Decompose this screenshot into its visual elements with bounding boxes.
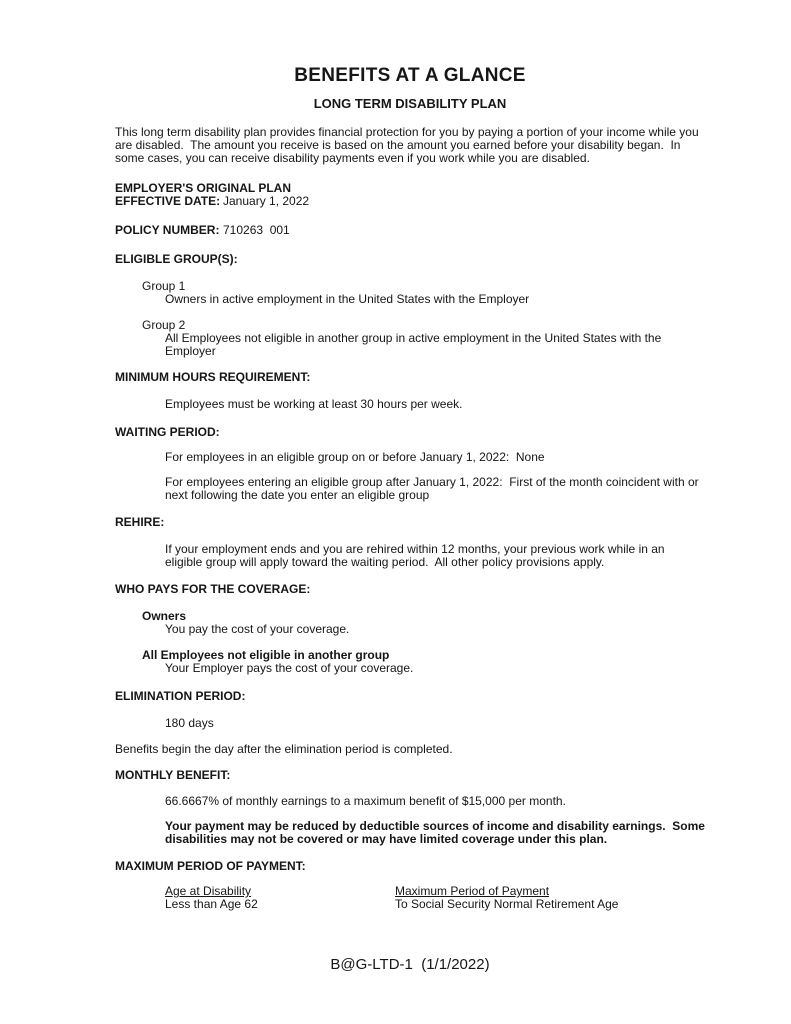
minimum-hours-text: Employees must be working at least 30 hours per week.: [165, 397, 463, 411]
policy-number-label: POLICY NUMBER:: [115, 223, 220, 237]
employer-plan-section: [115, 182, 705, 208]
effective-date-value: January 1, 2022: [223, 194, 310, 208]
who-pays-entry: [115, 610, 705, 636]
table-cell-payment: To Social Security Normal Retirement Age: [395, 897, 619, 911]
who-pays-group-name: All Employees not eligible in another group: [142, 648, 390, 662]
column-header-payment: Maximum Period of Payment: [395, 884, 550, 898]
minimum-hours-heading: MINIMUM HOURS REQUIREMENT:: [115, 370, 311, 384]
monthly-benefit-heading: MONTHLY BENEFIT:: [115, 768, 231, 782]
intro-paragraph: This long term disability plan provides financial protection for you by paying a portion of your income while you are disabled. The amount you receive is based on the amount you earned before your disability began. In some cases, you can receive disability payments even if you work while you are disabled.: [115, 125, 702, 165]
elimination-period-note: Benefits begin the day after the elimination period is completed.: [115, 742, 453, 756]
elimination-period-heading: ELIMINATION PERIOD:: [115, 689, 246, 703]
who-pays-group-name: Owners: [142, 609, 187, 623]
table-column-payment: [395, 885, 618, 911]
effective-date-label: EFFECTIVE DATE:: [115, 194, 221, 208]
rehire-text: If your employment ends and you are rehired within 12 months, your previous work while in an eligible group will apply toward the waiting period. All other policy provisions apply.: [165, 542, 668, 569]
form-number-footer: B@G-LTD-1 (1/1/2022): [330, 956, 490, 973]
waiting-period-paragraph: For employees in an eligible group on or before January 1, 2022: None: [165, 450, 545, 464]
effective-date-row: [115, 195, 705, 208]
page-title: BENEFITS AT A GLANCE: [294, 65, 526, 86]
who-pays-heading: WHO PAYS FOR THE COVERAGE:: [115, 582, 311, 596]
who-pays-entry: [115, 649, 705, 675]
group-description: All Employees not eligible in another group in active employment in the United States with the Employer: [165, 331, 665, 358]
maximum-period-heading: MAXIMUM PERIOD OF PAYMENT:: [115, 859, 306, 873]
who-pays-group-text: You pay the cost of your coverage.: [165, 622, 350, 636]
column-header-age: Age at Disability: [165, 884, 252, 898]
eligible-groups-heading: ELIGIBLE GROUP(S):: [115, 252, 238, 266]
max-period-table: [165, 885, 705, 911]
waiting-period-paragraph: For employees entering an eligible group after January 1, 2022: First of the month coincident with or next following the date you enter an eligible group: [165, 475, 702, 502]
group-name: Group 2: [142, 318, 186, 332]
group-name: Group 1: [142, 279, 186, 293]
monthly-benefit-text: 66.6667% of monthly earnings to a maximum benefit of $15,000 per month.: [165, 794, 566, 808]
plan-subtitle: LONG TERM DISABILITY PLAN: [313, 96, 507, 111]
elimination-period-value: 180 days: [165, 716, 214, 730]
waiting-period-heading: WAITING PERIOD:: [115, 425, 220, 439]
rehire-heading: REHIRE:: [115, 515, 165, 529]
eligible-group-item: [115, 319, 705, 358]
who-pays-group-text: Your Employer pays the cost of your coverage.: [165, 661, 414, 675]
table-column-age: [165, 885, 395, 911]
employers-original-plan-heading: EMPLOYER'S ORIGINAL PLAN: [115, 181, 291, 195]
group-description: Owners in active employment in the United States with the Employer: [165, 292, 530, 306]
table-cell-age: Less than Age 62: [165, 897, 258, 911]
eligible-group-item: [115, 280, 705, 306]
policy-number-row: [115, 224, 705, 237]
monthly-benefit-warning: Your payment may be reduced by deductible sources of income and disability earnings. Some disabilities may not be covered or may have limited coverage under this plan.: [165, 819, 709, 846]
policy-number-value: 710263 001: [223, 223, 290, 237]
